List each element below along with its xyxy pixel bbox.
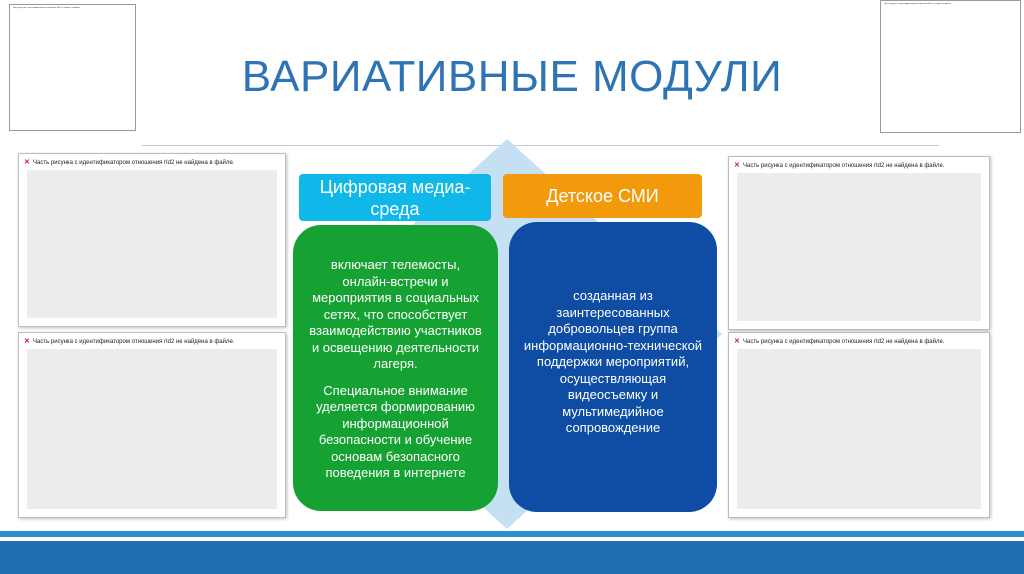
module-body-digital-media — [293, 225, 498, 511]
broken-image-icon: ✕ — [24, 338, 30, 345]
missing-image-caption: Часть рисунка с идентификатором отношения rId2 не найдена в файле. — [884, 3, 952, 5]
module-header-digital-media: Цифровая медиа-среда — [299, 174, 491, 221]
slide-title: ВАРИАТИВНЫЕ МОДУЛИ — [241, 52, 783, 101]
missing-picture-caption: Часть рисунка с идентификатором отношения rId2 не найдена в файле. — [743, 339, 945, 345]
broken-image-icon: ✕ — [734, 162, 740, 169]
picture-area — [737, 173, 981, 321]
broken-image-icon: ✕ — [24, 159, 30, 166]
missing-picture-right-top — [728, 156, 990, 330]
module-paragraph: созданная из заинтересованных добровольцев группа информационно-технической поддержки мероприятий, осуществляющая видеосъемку и мультимедийное сопровождение — [523, 288, 703, 435]
module-body-kids-media — [509, 222, 717, 512]
broken-image-icon: ✕ — [734, 338, 740, 345]
footer-bar — [0, 541, 1024, 574]
missing-picture-left-bottom — [18, 332, 286, 518]
footer-accent-line — [0, 531, 1024, 537]
title-divider — [142, 145, 939, 146]
picture-area — [27, 170, 277, 318]
picture-area — [27, 349, 277, 509]
module-paragraph: Специальное внимание уделяется формированию информационной безопасности и обучение основам безопасного поведения в интернете — [316, 382, 475, 480]
missing-image-caption: Часть рисунка с идентификатором отношения rId2 не найдена в файле. — [13, 7, 81, 9]
picture-area — [737, 349, 981, 509]
missing-picture-caption: Часть рисунка с идентификатором отношения rId2 не найдена в файле. — [743, 163, 945, 169]
module-paragraph: включает телемосты, онлайн-встречи и мероприятия в социальных сетях, что способствует взаимодействию участников и освещению деятельности лагеря. — [309, 257, 482, 371]
module-header-kids-media: Детское СМИ — [503, 174, 702, 218]
missing-picture-left-top — [18, 153, 286, 327]
missing-picture-caption: Часть рисунка с идентификатором отношения rId2 не найдена в файле. — [33, 160, 235, 166]
missing-picture-right-bottom — [728, 332, 990, 518]
missing-picture-caption: Часть рисунка с идентификатором отношения rId2 не найдена в файле. — [33, 339, 235, 345]
